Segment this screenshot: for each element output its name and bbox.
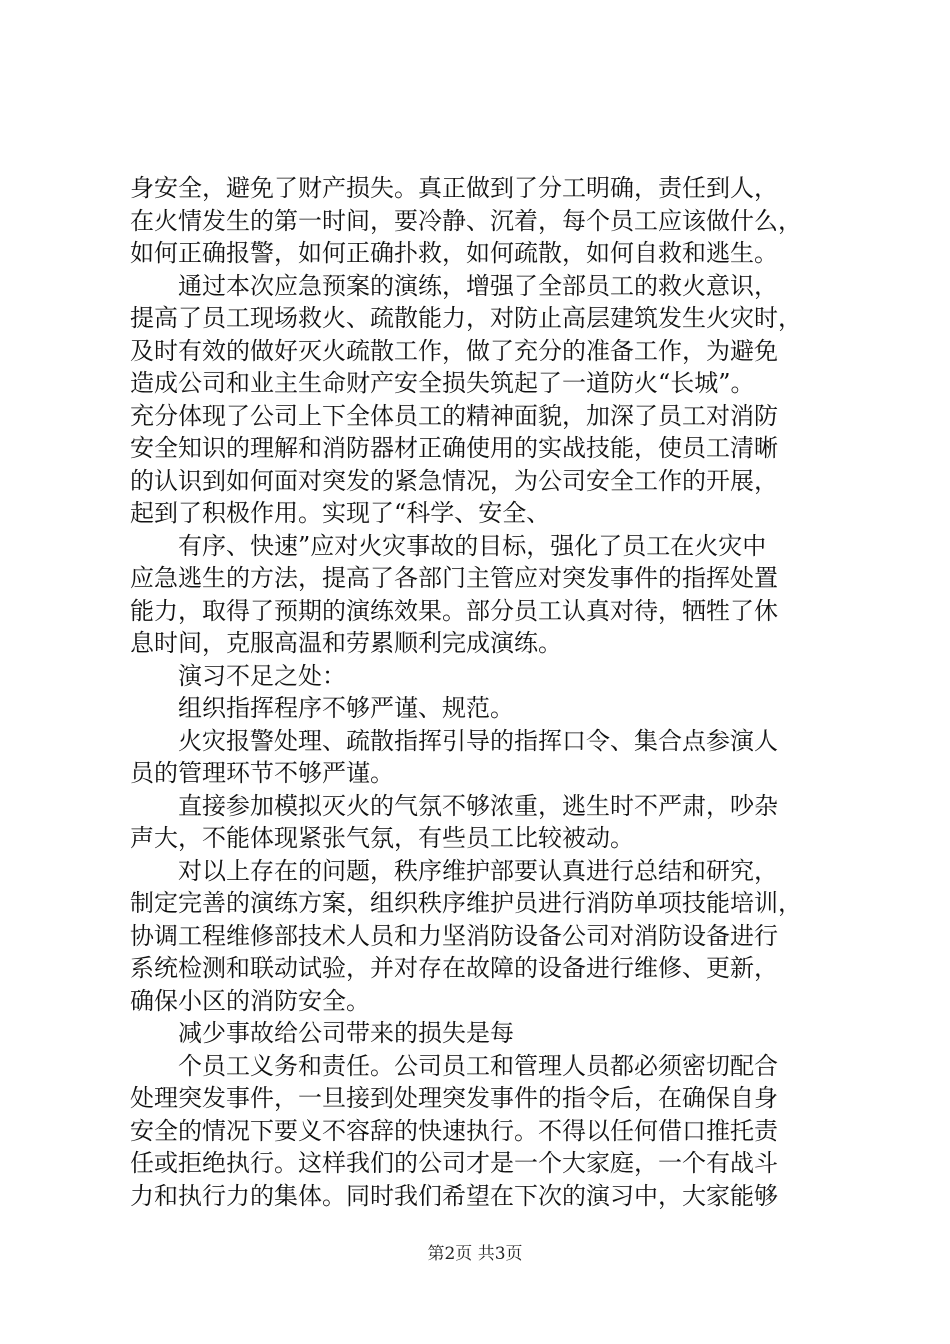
text-line: 任或拒绝执行。这样我们的公司才是一个大家庭，一个有战斗 [130, 1149, 778, 1177]
text-line: 减少事故给公司带来的损失是每 [178, 1019, 514, 1047]
text-line: 演习不足之处： [178, 661, 346, 690]
text-line: 安全的情况下要义不容辞的快速执行。不得以任何借口推托责 [130, 1116, 778, 1145]
text-line: 有序、快速”应对火灾事故的目标，强化了员工在火灾中 [178, 531, 767, 560]
page-footer: 第2页 共3页 [427, 1244, 523, 1264]
text-line: 造成公司和业主生命财产安全损失筑起了一道防火“长城”。 [130, 369, 755, 397]
text-line: 应急逃生的方法，提高了各部门主管应对突发事件的指挥处置 [130, 564, 778, 592]
text-line: 身安全，避免了财产损失。真正做到了分工明确，责任到人， [130, 174, 778, 202]
text-line: 能力，取得了预期的演练效果。部分员工认真对待，牺牲了休 [130, 596, 778, 625]
text-line: 火灾报警处理、疏散指挥引导的指挥口令、集合点参演人 [178, 726, 778, 755]
text-line: 直接参加模拟灭火的气氛不够浓重，逃生时不严肃，吵杂 [178, 791, 778, 820]
text-line: 及时有效的做好灭火疏散工作，做了充分的准备工作，为避免 [130, 336, 778, 365]
text-line: 的认识到如何面对突发的紧急情况，为公司安全工作的开展， [130, 466, 778, 495]
text-line: 起到了积极作用。实现了“科学、安全、 [130, 499, 551, 527]
text-line: 充分体现了公司上下全体员工的精神面貌，加深了员工对消防 [130, 401, 778, 430]
text-line: 提高了员工现场救火、疏散能力，对防止高层建筑发生火灾时， [130, 304, 802, 332]
text-line: 确保小区的消防安全。 [130, 986, 370, 1015]
text-line: 个员工义务和责任。公司员工和管理人员都必须密切配合 [178, 1051, 778, 1080]
text-line: 员的管理环节不够严谨。 [130, 759, 394, 787]
text-line: 协调工程维修部技术人员和力坚消防设备公司对消防设备进行 [130, 921, 778, 950]
text-line: 息时间，克服高温和劳累顺利完成演练。 [130, 629, 562, 657]
document-body [130, 172, 830, 1212]
text-line: 如何正确报警，如何正确扑救，如何疏散，如何自救和逃生。 [130, 239, 778, 267]
text-line: 力和执行力的集体。同时我们希望在下次的演习中，大家能够 [130, 1181, 778, 1210]
text-line: 组织指挥程序不够严谨、规范。 [178, 694, 514, 722]
text-line: 通过本次应急预案的演练，增强了全部员工的救火意识， [178, 271, 778, 300]
text-line: 系统检测和联动试验，并对存在故障的设备进行维修、更新， [130, 954, 778, 982]
text-line: 安全知识的理解和消防器材正确使用的实战技能，使员工清晰 [130, 434, 778, 462]
text-line: 声大，不能体现紧张气氛，有些员工比较被动。 [130, 824, 634, 852]
text-line: 在火情发生的第一时间，要冷静、沉着，每个员工应该做什么， [130, 206, 802, 235]
text-line: 对以上存在的问题，秩序维护部要认真进行总结和研究， [178, 856, 778, 885]
text-line: 制定完善的演练方案，组织秩序维护员进行消防单项技能培训， [130, 889, 802, 917]
text-line: 处理突发事件，一旦接到处理突发事件的指令后，在确保自身 [130, 1084, 778, 1112]
